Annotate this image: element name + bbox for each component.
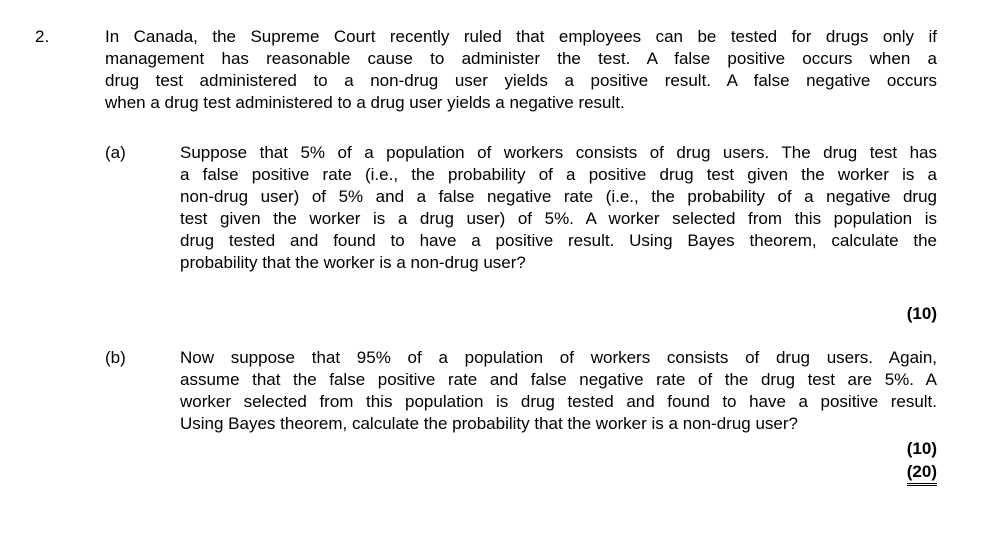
total-marks [105, 461, 937, 486]
part-b-line: assume that the false positive rate and false negative rate of the drug test are 5%. A [180, 370, 937, 389]
intro-line: drug test administered to a non-drug user yields a positive result. A false negative occurs [105, 71, 937, 90]
part-b-line: Now suppose that 95% of a population of workers consists of drug users. Again, [180, 348, 937, 367]
question-body [105, 26, 937, 486]
part-b-label: (b) [105, 348, 126, 367]
part-a-line: test given the worker is a drug user) of 5%. A worker selected from this population is [180, 209, 937, 228]
part-a-line: a false positive rate (i.e., the probability of a positive drug test given the worker is a [180, 165, 937, 184]
total-marks-value: (20) [907, 461, 937, 486]
intro-line: In Canada, the Supreme Court recently ruled that employees can be tested for drugs only if [105, 27, 937, 46]
part-a-body [180, 142, 937, 274]
part-b-line: Using Bayes theorem, calculate the probability that the worker is a non-drug user? [180, 414, 798, 433]
part-a-line: probability that the worker is a non-drug user? [180, 253, 526, 272]
part-b [105, 347, 937, 435]
part-a-line: Suppose that 5% of a population of workers consists of drug users. The drug test has [180, 143, 937, 162]
part-b-line: worker selected from this population is drug tested and found to have a positive result. [180, 392, 937, 411]
intro-line: management has reasonable cause to administer the test. A false positive occurs when a [105, 49, 937, 68]
question-number: 2. [35, 27, 50, 46]
intro-paragraph [105, 26, 937, 114]
part-b-body [180, 347, 937, 435]
intro-line: when a drug test administered to a drug user yields a negative result. [105, 93, 625, 112]
part-a-line: non-drug user) of 5% and a false negative rate (i.e., the probability of a negative drug [180, 187, 937, 206]
part-a [105, 142, 937, 274]
part-a-line: drug tested and found to have a positive result. Using Bayes theorem, calculate the [180, 231, 937, 250]
part-a-label: (a) [105, 143, 126, 162]
part-a-marks: (10) [906, 304, 937, 323]
part-b-marks: (10) [906, 439, 937, 458]
